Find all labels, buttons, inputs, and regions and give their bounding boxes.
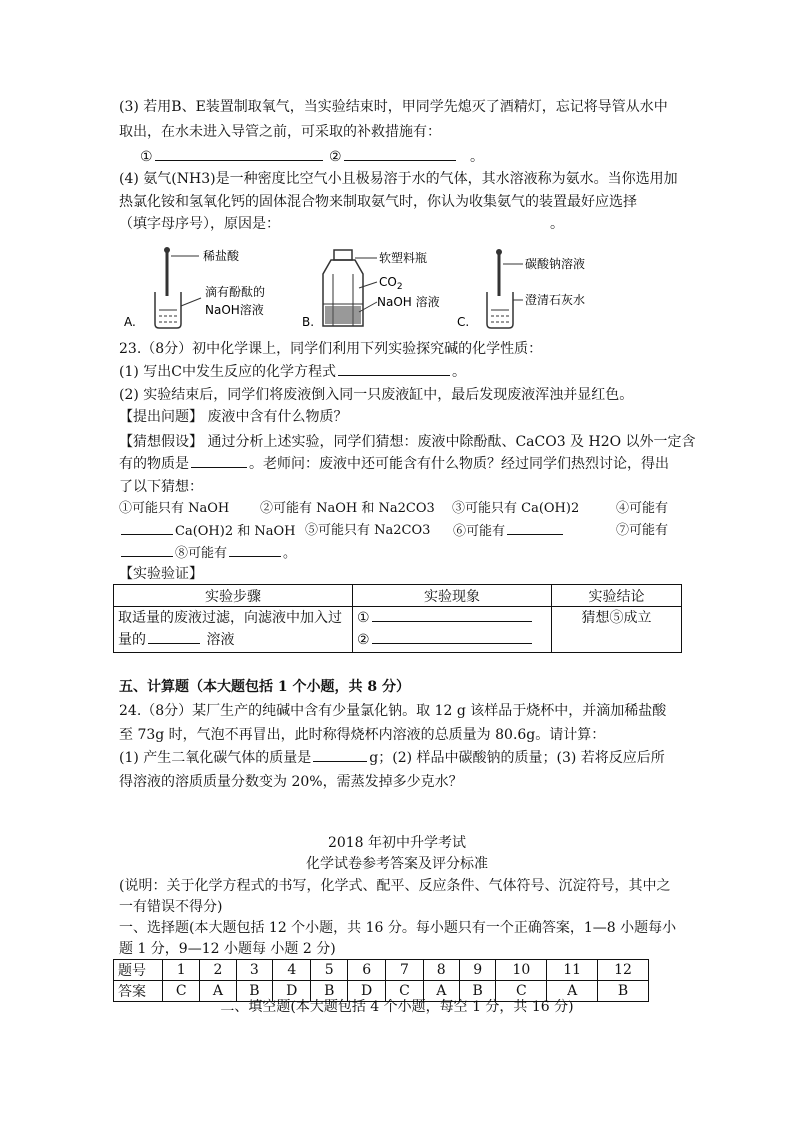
question-number-cell: 6 [347,960,385,981]
question-number-cell: 7 [386,960,423,981]
guess-5: ⑤可能只有 Na2CO3 [305,523,431,538]
answer-cell: D [273,981,311,1002]
guess-row1 [119,498,669,520]
label-b-co2: $CO_2$ [379,275,403,292]
q3-end: 。 [470,149,485,165]
q4-line1: (4) 氨气(NH3)是一种密度比空气小且极易溶于水的气体，其水溶液称为氨水。当你选用加 [119,171,678,187]
answer-cell: B [459,981,496,1002]
answer-s2: 二、填空题(本大题包括 4 个小题，每空 1 分，共 16 分) [220,999,574,1015]
guess-4: ④可能有 [616,501,669,516]
beaker-c-diagram [487,249,523,328]
td-step: 取适量的废液过滤，向滤液中加入过 量的 溶液 [114,607,353,653]
answer-note2: 一有错误不得分) [119,899,223,915]
q3-blank1 [155,146,323,161]
th-phenomenon: 实验现象 [353,585,552,607]
q3-option2-marker: ② [329,149,342,165]
question-number-cell: 3 [236,960,273,981]
guess-6: ⑥可能有 [453,520,565,543]
q24-line2: 至 73g 时，气泡不再冒出，此时称得烧杯内溶液的总质量为 80.6g。请计算： [119,727,606,743]
q23-p1-blank [338,361,450,376]
td-phenomenon: ① ② [353,607,552,653]
experiment-figure [119,244,619,336]
q24-line4: 得溶液的溶质质量分数变为 20%，需蒸发掉多少克水？ [119,774,463,790]
label-c: C. [457,315,470,329]
guess-7: ⑦可能有 [616,523,669,538]
answer-note1: (说明：关于化学方程式的书写，化学式、配平、反应条件、气体符号、沉淀符号，其中之 [119,878,671,894]
answer-cell: A [423,981,459,1002]
answer-cell: B [311,981,348,1002]
answer-cell: A [547,981,598,1002]
answer-cell: C [496,981,547,1002]
phenomenon-blank1 [372,607,532,622]
answer-cell: D [347,981,385,1002]
q23-p2: (2) 实验结束后，同学们将废液倒入同一只废液缸中，最后发现废液浑浊并显红色。 [119,387,634,403]
q4-line2: 热氯化铵和氢氧化钙的固体混合物来制取氨气时，你认为收集氨气的装置最好应选择 [119,194,637,210]
label-a-top: 稀盐酸 [203,249,240,263]
question-number-cell: 5 [311,960,348,981]
q3-line1: (3) 若用B、E装置制取氧气，当实验结束时，甲同学先熄灭了酒精灯，忘记将导管从水中 [119,99,668,115]
q23-verify-heading: 【实验验证】 [119,566,203,582]
q23-guess-line2: 有的物质是 。老师问：废液中还可能含有什么物质？经过同学们热烈讨论，得出 [119,453,669,475]
q23-guess-line3: 了以下猜想： [119,479,203,495]
q23-ask: 【提出问题】 废液中含有什么物质？ [119,409,348,425]
q24-blank [313,747,367,762]
q3-remedy-line [140,146,484,168]
guess-3: ③可能只有 Ca(OH)2 [452,501,580,516]
phenomenon-blank2 [372,629,532,644]
answer-cell: B [598,981,649,1002]
guess-8-blank [229,542,281,557]
guess-row2 [119,520,669,543]
guess-1: ①可能只有 NaOH [119,501,230,516]
guess-4-cont: Ca(OH)2 和 NaOH [175,524,296,539]
answer-title1: 2018 年初中升学考试 [327,835,467,851]
answer-s1-line1: 一、选择题(本大题包括 12 个小题，共 16 分。每小题只有一个正确答案，1—8 小题每小 [119,920,677,936]
label-a-side2: NaOH溶液 [205,303,264,317]
q24-line3: (1) 产生二氧化碳气体的质量是 g；(2) 样品中碳酸钠的质量；(3) 若将反应后所 [119,747,665,769]
question-number-cell: 10 [496,960,547,981]
answer-title2: 化学试卷参考答案及评分标准 [306,856,488,872]
td-conclusion: 猜想⑤成立 [552,607,682,653]
label-a-side1: 滴有酚酞的 [205,285,266,299]
guess-7-blank [121,542,173,557]
verify-table [113,584,682,653]
label-b: B. [302,315,315,329]
question-number-cell: 2 [200,960,236,981]
guess-2: ②可能有 NaOH 和 Na2CO3 [260,501,435,516]
row-label-number: 题号 [114,960,163,981]
q23-guess-line1: 【猜想假设】 通过分析上述实验，同学们猜想：废液中除酚酞、CaCO3 及 H2O 以外一定含 [119,434,696,450]
guess-8: ⑧可能有 [175,546,228,561]
q4-line3 [119,213,564,235]
q23-p1: (1) 写出C中发生反应的化学方程式 。 [119,361,466,383]
beaker-a-diagram [155,247,201,328]
guess-row3: ⑧可能有 。 [119,542,296,565]
q23-guess-blank [191,453,247,468]
label-a: A. [124,315,136,329]
q4-end: 。 [550,216,564,232]
answer-cell: C [386,981,423,1002]
q3-option1-marker: ① [140,149,153,165]
question-number-cell: 12 [598,960,649,981]
answer-cell: A [200,981,236,1002]
label-b-bottle: 软塑料瓶 [379,251,428,265]
th-step: 实验步骤 [114,585,353,607]
question-number-cell: 11 [547,960,598,981]
th-conclusion: 实验结论 [552,585,682,607]
answer-cell: B [236,981,273,1002]
section5-heading: 五、计算题（本大题包括 1 个小题，共 8 分） [119,679,410,695]
label-c-top: 碳酸钠溶液 [525,257,586,271]
label-b-naoh: NaOH 溶液 [377,295,440,309]
bottle-b-diagram [323,250,377,326]
q4-line3-text: （填字母序号），原因是： [119,216,280,232]
answer-s1-line2: 题 1 分，9—12 小题每 小题 2 分) [119,941,336,957]
label-c-side: 澄清石灰水 [525,293,586,307]
guess-4-blank [121,520,173,535]
q24-line1: 24.（8分）某厂生产的纯碱中含有少量氯化钠。取 12 g 该样品于烧杯中，并滴加稀盐酸 [119,703,667,719]
question-number-cell: 4 [273,960,311,981]
answer-cell: C [163,981,200,1002]
question-number-cell: 9 [459,960,496,981]
question-number-cell: 8 [423,960,459,981]
step-blank [148,629,200,644]
q3-blank2 [344,146,456,161]
row-label-answer: 答案 [114,981,163,1002]
q23-title: 23.（8分）初中化学课上，同学们利用下列实验探究碱的化学性质： [119,341,543,357]
q3-line2: 取出，在水未进入导管之前，可采取的补救措施有： [119,124,441,140]
question-number-cell: 1 [163,960,200,981]
